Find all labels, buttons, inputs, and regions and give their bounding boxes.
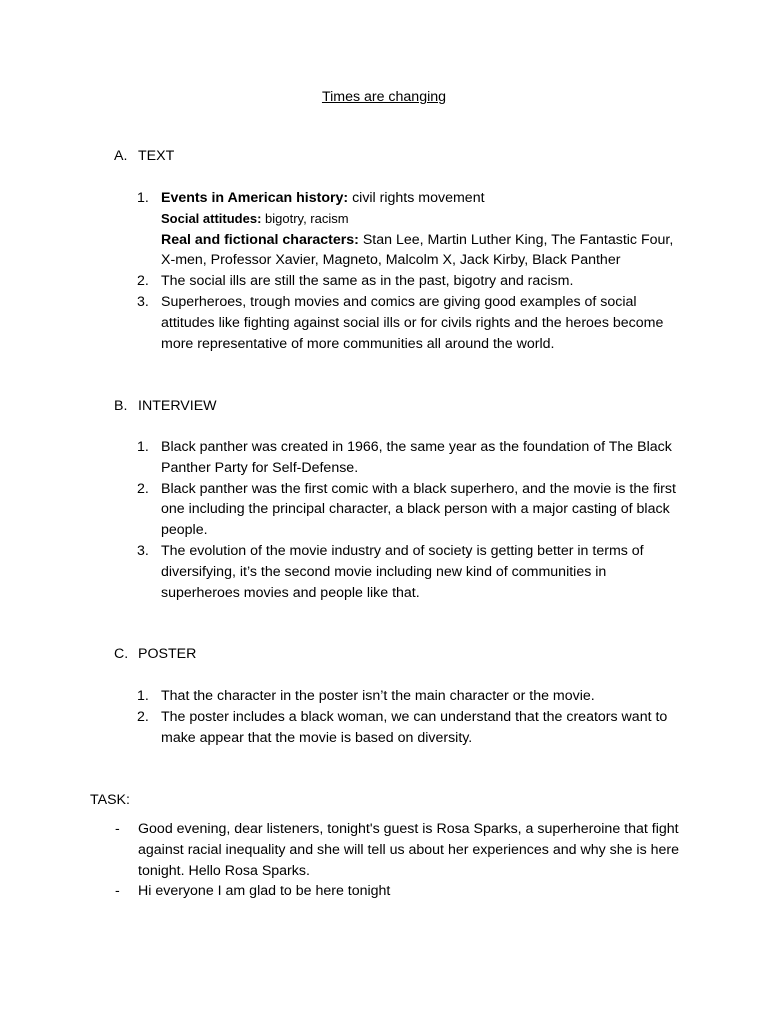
item-number: 2.: [137, 480, 149, 497]
section-a-list: [0, 188, 768, 354]
section-b-title: INTERVIEW: [138, 398, 217, 414]
item-number: 1.: [137, 439, 149, 455]
list-item: [0, 292, 681, 354]
list-item: [0, 437, 681, 479]
item-number: 2.: [137, 273, 149, 290]
dialogue-text: Good evening, dear listeners, tonight's guest is Rosa Sparks, a superheroine that fight against racial inequality and she will tell us about her experiences and why she is here tonight. Hello Rosa Sparks.: [138, 821, 680, 879]
list-item: [0, 541, 681, 603]
page-title: Times are changing: [321, 89, 447, 105]
dash-bullet: -: [115, 821, 120, 837]
list-item: [0, 819, 683, 881]
section-c-title: POSTER: [138, 646, 197, 662]
list-item: [0, 271, 681, 292]
list-item: [0, 188, 681, 271]
events-label: Events in American history:: [161, 190, 349, 206]
dash-bullet: -: [115, 883, 120, 900]
item-number: 1.: [137, 190, 149, 206]
section-b-list: [0, 437, 768, 603]
section-a-heading: [114, 146, 174, 167]
item-text: That the character in the poster isn’t the main character or the movie.: [161, 688, 595, 704]
section-c-heading: [114, 644, 196, 665]
item-number: 3.: [137, 542, 149, 559]
item-text: Black panther was created in 1966, the same year as the foundation of The Black Panther Party for Self-Defense.: [161, 439, 672, 476]
section-a-title: TEXT: [138, 148, 175, 164]
list-item: [0, 881, 683, 902]
attitudes-text: bigotry, racism: [261, 210, 349, 226]
section-b-letter: B.: [114, 398, 128, 414]
section-b-heading: [114, 396, 217, 417]
characters-text: Stan Lee, Martin Luther King, The Fantastic Four, X-men, Professor Xavier, Magneto, Malcolm X, Jack Kirby, Black Panther: [161, 231, 674, 269]
dialogue-text: Hi everyone I am glad to be here tonight: [138, 883, 391, 900]
item-text: The poster includes a black woman, we can understand that the creators want to make appear that the movie is based on diversity.: [161, 708, 668, 746]
item-number: 1.: [137, 688, 149, 704]
task-heading: TASK:: [90, 792, 130, 808]
section-c-letter: C.: [114, 646, 129, 662]
attitudes-label: Social attitudes:: [161, 210, 262, 226]
section-c-list: [0, 686, 768, 748]
list-item: [0, 686, 681, 707]
list-item: [0, 707, 681, 749]
item-text: Superheroes, trough movies and comics are giving good examples of social attitudes like fighting against social ills or for civils rights and the heroes become more representative of more communities all around the world.: [161, 293, 664, 352]
events-text: civil rights movement: [348, 190, 485, 206]
item-text: Black panther was the first comic with a black superhero, and the movie is the first one including the principal character, a black person with a major casting of black people.: [161, 480, 676, 539]
section-a-letter: A.: [114, 148, 128, 164]
characters-label: Real and fictional characters:: [161, 231, 359, 248]
item-number: 3.: [137, 293, 149, 310]
list-item: [0, 479, 681, 541]
task-dialogue-list: [0, 819, 768, 902]
item-number: 2.: [137, 708, 149, 725]
item-text: The evolution of the movie industry and of society is getting better in terms of diversifying, it’s the second movie including new kind of communities in superheroes movies and people like that.: [161, 542, 644, 601]
item-text: The social ills are still the same as in the past, bigotry and racism.: [161, 273, 574, 290]
